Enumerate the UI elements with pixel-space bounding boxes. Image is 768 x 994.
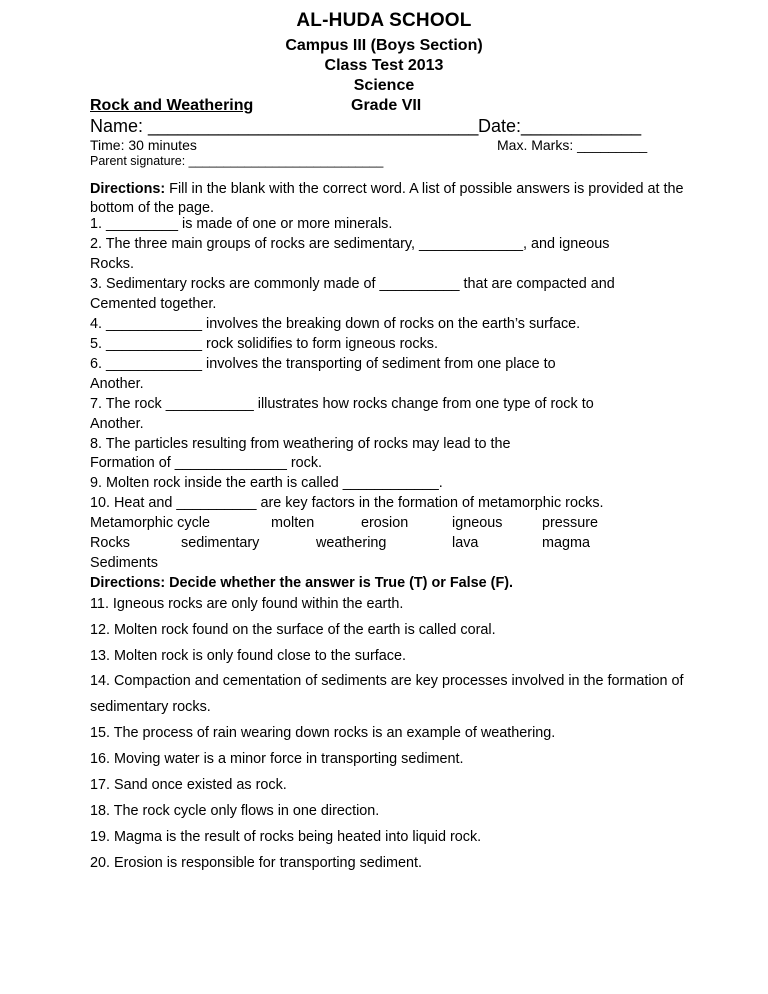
question-2-cont: Rocks.	[90, 256, 134, 272]
word-bank-item: igneous	[452, 515, 503, 531]
question-1: 1. _________ is made of one or more minerals.	[90, 216, 393, 232]
campus-title: Campus III (Boys Section)	[285, 37, 483, 54]
question-10: 10. Heat and __________ are key factors in the formation of metamorphic rocks.	[90, 495, 604, 511]
directions-true-false: Directions: Decide whether the answer is True (T) or False (F).	[90, 575, 514, 591]
question-3: 3. Sedimentary rocks are commonly made of __________ that are compacted and	[90, 276, 615, 292]
test-title: Class Test 2013	[324, 57, 444, 74]
word-bank-item: pressure	[542, 515, 598, 531]
question-8: 8. The particles resulting from weathering of rocks may lead to the	[90, 436, 511, 452]
question-19: 19. Magma is the result of rocks being heated into liquid rock.	[90, 829, 482, 845]
name-field[interactable]: Name: _________________________________	[90, 116, 479, 136]
question-5: 5. ____________ rock solidifies to form igneous rocks.	[90, 336, 438, 352]
subject-title: Science	[353, 77, 415, 94]
word-bank-item: sedimentary	[181, 535, 260, 551]
date-field[interactable]: Date:____________	[478, 116, 642, 136]
question-16: 16. Moving water is a minor force in transporting sediment.	[90, 751, 464, 767]
question-7: 7. The rock ___________ illustrates how rocks change from one type of rock to	[90, 396, 594, 412]
question-20: 20. Erosion is responsible for transporting sediment.	[90, 855, 422, 871]
question-2: 2. The three main groups of rocks are sedimentary, _____________, and igneous	[90, 236, 610, 252]
directions-text: Fill in the blank with the correct word. A list of possible answers is provided at the	[165, 181, 684, 197]
question-7-cont: Another.	[90, 416, 144, 432]
directions-fill-blank	[90, 181, 683, 197]
question-18: 18. The rock cycle only flows in one direction.	[90, 803, 380, 819]
word-bank-item: molten	[271, 515, 315, 531]
question-15: 15. The process of rain wearing down rocks is an example of weathering.	[90, 725, 556, 741]
word-bank-item: lava	[452, 535, 479, 551]
question-14-cont: sedimentary rocks.	[90, 699, 211, 715]
question-12: 12. Molten rock found on the surface of the earth is called coral.	[90, 622, 496, 638]
word-bank-item: magma	[542, 535, 590, 551]
word-bank-item: erosion	[361, 515, 409, 531]
question-17: 17. Sand once existed as rock.	[90, 777, 287, 793]
school-name: AL-HUDA SCHOOL	[296, 10, 472, 31]
grade-label: Grade VII	[351, 97, 422, 114]
word-bank-item: Metamorphic cycle	[90, 515, 210, 531]
question-4: 4. ____________ involves the breaking down of rocks on the earth’s surface.	[90, 316, 581, 332]
question-6-cont: Another.	[90, 376, 144, 392]
word-bank-item: Rocks	[90, 535, 130, 551]
time-label: Time: 30 minutes	[90, 137, 197, 153]
question-6: 6. ____________ involves the transporting of sediment from one place to	[90, 356, 556, 372]
topic-title: Rock and Weathering	[90, 97, 254, 114]
directions-line-2: bottom of the page.	[90, 200, 215, 216]
word-bank-item: Sediments	[90, 555, 158, 571]
question-3-cont: Cemented together.	[90, 296, 217, 312]
question-11: 11. Igneous rocks are only found within the earth.	[90, 596, 404, 612]
question-9: 9. Molten rock inside the earth is called ____________.	[90, 475, 443, 491]
directions-label: Directions:	[90, 181, 166, 197]
word-bank-item: weathering	[316, 535, 387, 551]
question-14: 14. Compaction and cementation of sediments are key processes involved in the formation of	[90, 673, 684, 689]
question-8-cont: Formation of ______________ rock.	[90, 455, 323, 471]
question-13: 13. Molten rock is only found close to the surface.	[90, 648, 406, 664]
max-marks-field[interactable]: Max. Marks: _________	[497, 137, 648, 153]
parent-signature-field[interactable]: Parent signature: ____________________________	[90, 154, 384, 168]
